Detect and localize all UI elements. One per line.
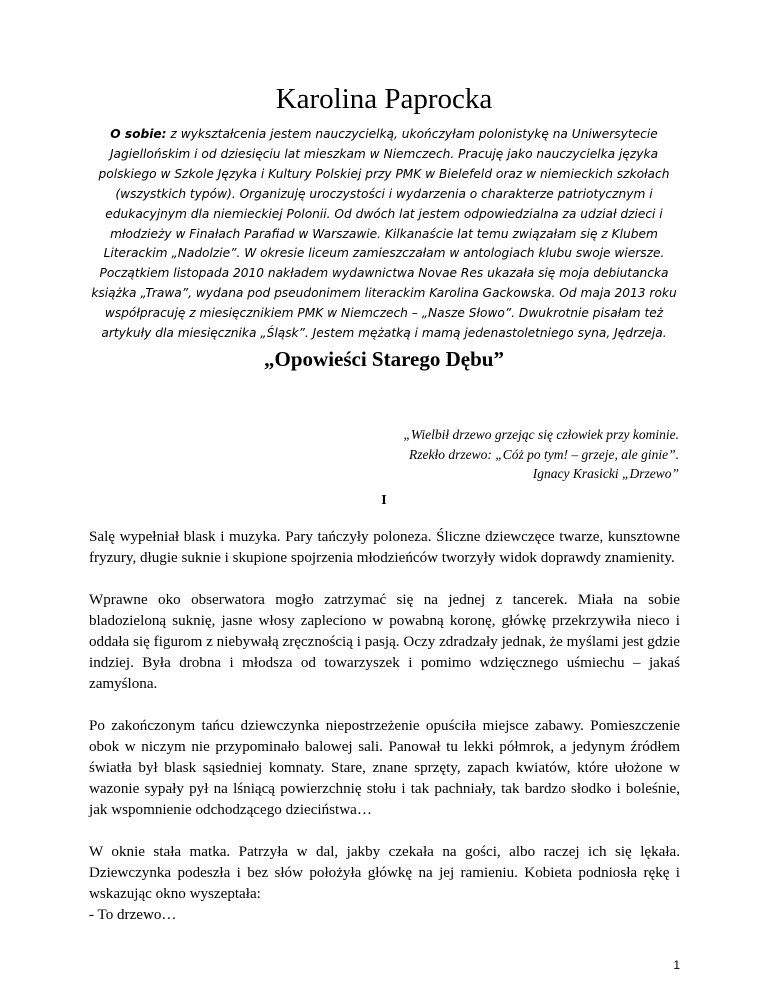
dialogue-line: - To drzewo… [89,907,177,923]
story-title: „Opowieści Starego Dębu” [264,347,504,371]
paragraph-text: W oknie stała matka. Patrzyła w dal, jakby czekała na gości, albo raczej ich się lękała. Dziewczynka podeszła i bez słów położyła główkę na jej ramieniu. Kobieta podniosła rękę i wskazując okno wyszeptała: [89,844,680,902]
epigraph [259,425,679,484]
section-number: I [381,493,387,508]
epigraph-line-2: Rzekło drzewo: „Cóż po tym! – grzeje, ale ginie”. [409,446,679,462]
paragraph [89,842,680,926]
epigraph-attribution: Ignacy Krasicki „Drzewo” [532,466,679,481]
bio-text: z wykształcenia jestem nauczycielką, ukończyłam polonistykę na Uniwersytecie Jagiellońskim i od dziesięciu lat mieszkam w Niemczech. Pracuję jako nauczycielka języka polskiego w Szkole Języka i Kultury Polskiej przy PMK w Bielefeld oraz w niemieckich szkołach (wszystkich typów). Organizuję uroczystości i wydarzenia o charakterze patriotycznym i edukacyjnym dla niemieckiej Polonii. Od dwóch lat jestem odpowiedzialna za udział dzieci i młodzieży w Finałach Parafiad w Warszawie. Kilkanaście lat temu związałam się z Klubem Literackim „Nadolzie”. W okresie liceum zamieszczałam w antologiach klubu swoje wiersze. Początkiem listopada 2010 nakładem wydawnictwa Novae Res ukazała się moja debiutancka książka „Trawa”, wydana pod pseudonimem literackim Karolina Gackowska. Od maja 2013 roku współpracuję z miesięcznikiem PMK w Niemczech – „Nasze Słowo”. Dwukrotnie pisałam też artykuły dla miesięcznika „Śląsk”. Jestem mężatką i mamą jedenastoletniego syna, Jędrzeja. [91,127,677,341]
paragraph: Salę wypełniał blask i muzyka. Pary tańczyły poloneza. Śliczne dziewczęce twarze, kunsztowne fryzury, długie suknie i skupione spojrzenia młodzieńców tworzyły widok doprawdy znamienity. [89,529,680,566]
paragraph: Po zakończonym tańcu dziewczynka niepostrzeżenie opuściła miejsce zabawy. Pomieszczenie obok w niczym nie przypominało balowej sali. Panował tu lekki półmrok, a jedynym źródłem światła był blask sąsiedniej komnaty. Stare, znane sprzęty, zapach kwiatów, które ułożone w wazonie sypały pył na lśniącą powierzchnię stołu i tak pachniały, tak bardzo słodko i boleśnie, jak wspomnienie odchodzącego dzieciństwa… [89,718,680,818]
story-body [89,527,680,926]
paragraph: Wprawne oko obserwatora mogło zatrzymać się na jednej z tancerek. Miała na sobie bladozieloną suknię, jasne włosy zapleciono w powabną koronę, główkę przekrzywiła nieco i oddała się figurom z niebywałą zręcznością i pasją. Oczy zdradzały jednak, że myślami jest gdzie indziej. Była drobna i młodsza od towarzyszek i pomimo wdzięcznego uśmiechu – jakaś zamyślona. [89,592,680,692]
author-bio [84,125,684,344]
epigraph-line-1: „Wielbił drzewo grzejąc się człowiek przy kominie. [403,427,679,442]
bio-label: O sobie: [110,127,167,141]
author-name: Karolina Paprocka [275,83,493,115]
page-number: 1 [673,958,680,972]
